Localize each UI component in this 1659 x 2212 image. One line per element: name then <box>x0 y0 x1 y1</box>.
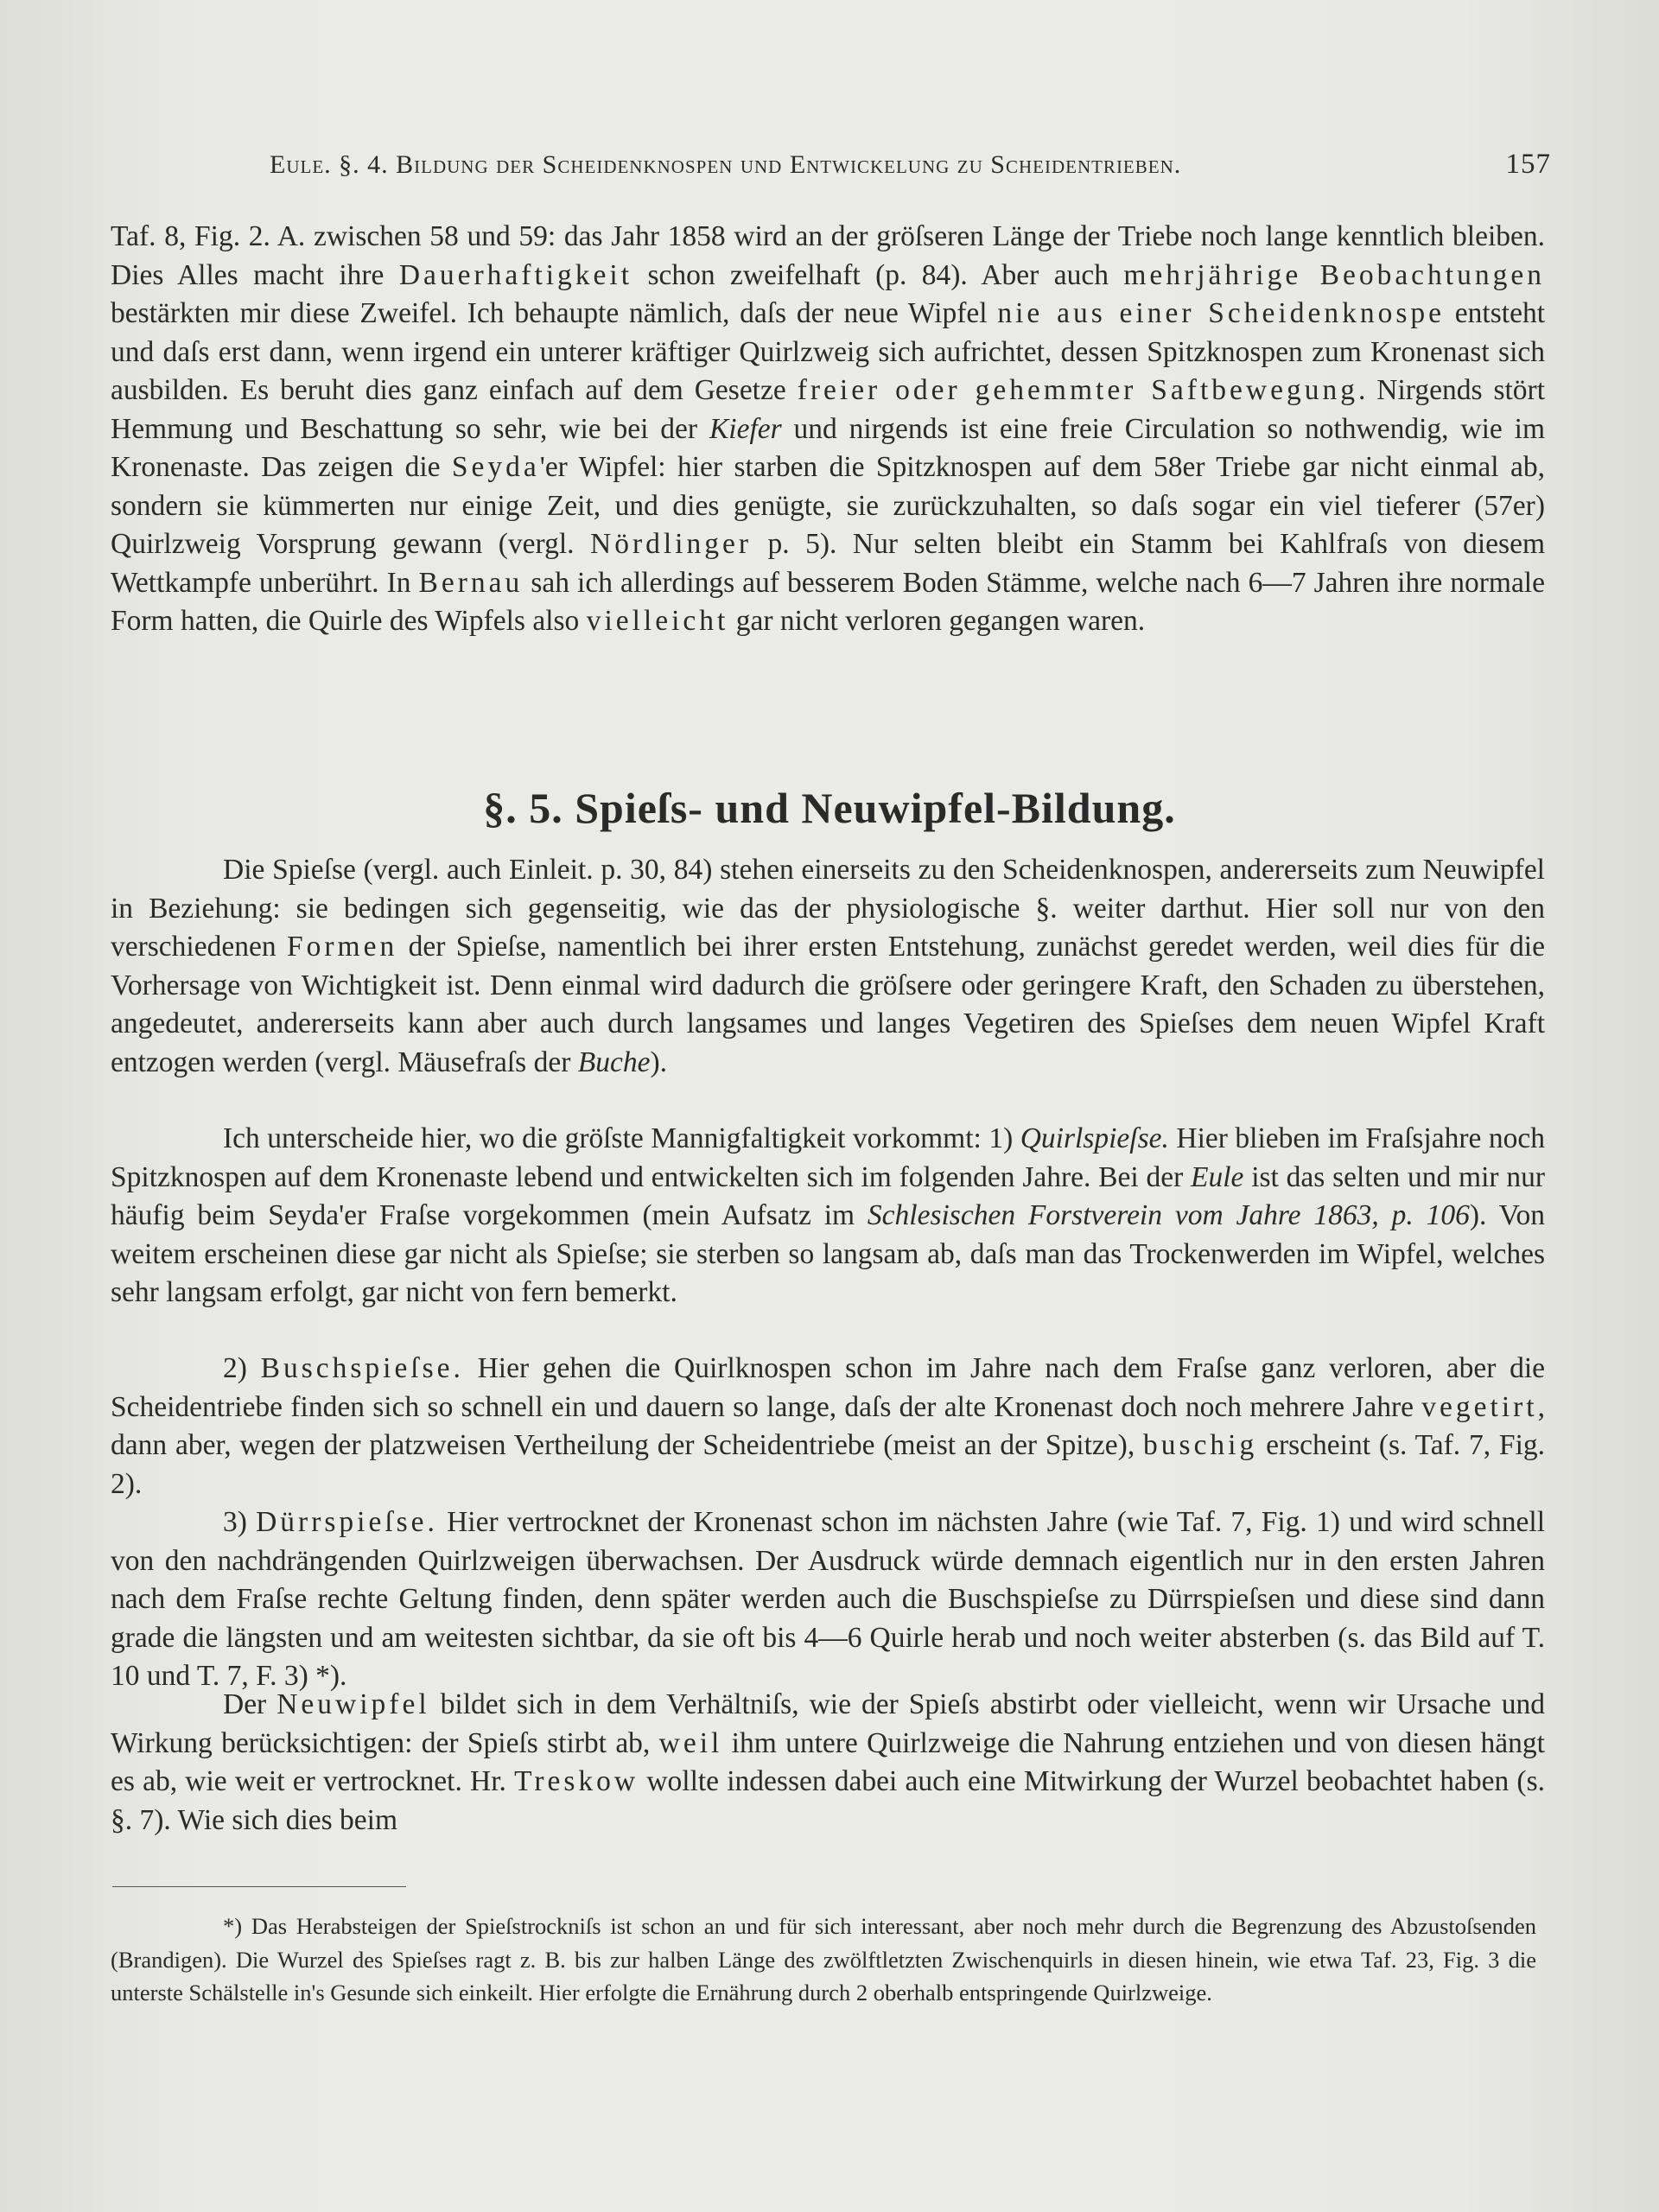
paragraph-duerrspiesse <box>111 1503 1545 1696</box>
spaced-term: Dürrspieſse. <box>256 1506 438 1538</box>
text-run: der Spieſse, namentlich bei ihrer ersten Entstehung, zunächst geredet werden, weil dies für die Vorhersage von Wichtigkeit ist. Denn einmal wird dadurch die gröſsere oder geringere Kraft, den Schaden zu überstehen, angedeutet, andererseits kann aber auch durch langsames und langes Vegetiren des Spieſses dem neuen Wipfel Kraft entzogen werden (vergl. Mäusefraſs der <box>111 931 1545 1078</box>
spaced-term: Nördlinger <box>590 528 753 560</box>
text-run: p. 5). Nur selten bleibt ein Stamm bei Kahlfraſs von diesem Wettkampfe unberührt. In <box>111 528 1545 599</box>
text-run: 'er Wipfel: hier starben die Spitzknospen auf dem 58er Triebe gar nicht einmal ab, sondern sie kümmerten nur einige Zeit, und dies genügte, sie zurückzuhalten, so daſs sogar ein viel tieferer (57er) Quirlzweig Vorsprung gewann (vergl. <box>111 451 1545 560</box>
spaced-term: nie aus einer Scheidenknospe <box>997 297 1445 329</box>
paragraph-neuwipfel <box>111 1686 1545 1840</box>
running-head-title: Eule. §. 4. Bildung der Scheidenknospen und Entwickelung zu Scheidentrieben. <box>270 150 1182 179</box>
text-run: ). <box>650 1046 667 1078</box>
text-run: Hier blieben im Fraſsjahre noch Spitzknospen auf dem Kronenaste lebend und entwickelten sich im folgenden Jahre. Bei der <box>111 1122 1545 1193</box>
text-run: bildet sich in dem Verhältniſs, wie der Spieſs abstirbt oder vielleicht, wenn wir Ursache und Wirkung berücksichtigen: der Spieſs stirbt ab, <box>111 1688 1545 1759</box>
spaced-term: Formen <box>286 931 398 963</box>
running-head <box>112 145 1551 187</box>
text-run: Hier gehen die Quirlknospen schon im Jahre nach dem Fraſse ganz verloren, aber die Scheidentriebe finden sich so schnell ein und dauern so lange, daſs der alte Kronenast doch noch mehrere Jahre <box>111 1352 1545 1423</box>
text-run: ). Von weitem erscheinen diese gar nicht als Spieſse; sie sterben so langsam ab, daſs man das Trockenwerden im Wipfel, welches sehr langsam erfolgt, gar nicht von fern bemerkt. <box>111 1199 1545 1308</box>
spaced-term: weil <box>658 1726 723 1759</box>
text-run: Ich unterscheide hier, wo die gröſste Mannigfaltigkeit vorkommt: 1) <box>223 1122 1020 1154</box>
text-run: 2) <box>223 1352 261 1384</box>
spaced-term: freier oder gehemmter Saftbewegung <box>797 374 1358 406</box>
italic-term: Eule <box>1191 1160 1244 1193</box>
text-run: ist das selten und mir nur häufig beim Seyda'er Fraſse vorgekommen (mein Aufsatz im <box>111 1160 1545 1231</box>
text-run: Die Spieſse (vergl. auch Einleit. p. 30, 84) stehen einerseits zu den Scheidenknospen, andererseits zum Neuwipfel in Beziehung: sie bedingen sich gegenseitig, wie das der physiologische §. weiter darthut. Hier soll nur von den verschiedenen <box>111 854 1545 963</box>
footnote: *) Das Herabsteigen der Spieſstrockniſs ist schon an und für sich interessant, aber noch mehr durch die Begrenzung des Abzustoſsenden (Brandigen). Die Wurzel des Spieſses ragt z. B. bis zur halben Länge des zwölftletzten Zwischenquirls in diesen hinein, wie etwa Taf. 23, Fig. 3 die unterste Schälstelle in's Gesunde sich einkeilt. Hier erfolgte die Ernährung durch 2 oberhalb entspringende Quirlzweige. <box>111 1913 1536 2005</box>
spaced-term: Dauerhaftigkeit <box>398 258 633 291</box>
text-run: schon zweifelhaft (p. 84). Aber auch <box>632 258 1124 291</box>
spaced-term: Neuwipfel <box>276 1688 430 1720</box>
text-run: erscheint (s. Taf. 7, Fig. 2). <box>111 1429 1545 1500</box>
paragraph-buschspiesse <box>111 1350 1545 1503</box>
text-run: Taf. 8, Fig. 2. A. zwischen 58 und 59: das Jahr 1858 wird an der gröſseren Länge der Triebe noch lange kenntlich bleiben. Dies Alles macht ihre <box>111 220 1545 291</box>
text-run: sah ich allerdings auf besserem Boden Stämme, welche nach 6—7 Jahren ihre normale Form hatten, die Quirle des Wipfels also <box>111 566 1545 637</box>
spaced-term: vielleicht <box>586 605 729 637</box>
text-run: 3) <box>223 1506 257 1538</box>
spaced-term: Seyda <box>451 451 540 483</box>
page-number: 157 <box>1505 149 1551 180</box>
text-run: bestärkten mir diese Zweifel. Ich behaupte nämlich, daſs der neue Wipfel <box>111 297 998 329</box>
spaced-term: buschig <box>1143 1429 1258 1461</box>
spaced-term: Bernau <box>418 566 524 599</box>
spaced-term: Buschspieſse. <box>260 1352 464 1384</box>
italic-term: Schlesischen Forstverein vom Jahre 1863, p. 106 <box>867 1199 1470 1231</box>
italic-term: Quirlspieſse. <box>1020 1122 1169 1154</box>
text-run: gar nicht verloren gegangen waren. <box>728 605 1146 637</box>
text-run: entsteht und daſs erst dann, wenn irgend ein unterer kräftiger Quirlzweig sich aufrichtet, dessen Spitzknospen zum Kronenast sich ausbilden. Es beruht dies ganz einfach auf dem Gesetze <box>111 297 1545 406</box>
spaced-term: mehrjährige Beobachtungen <box>1123 258 1545 291</box>
italic-term: Buche <box>577 1046 651 1078</box>
paragraph-continuation <box>111 218 1545 641</box>
footnote-divider <box>112 1886 406 1887</box>
text-run: . Nirgends stört Hemmung und Beschattung so sehr, wie bei der <box>111 374 1546 445</box>
text-run: und nirgends ist eine freie Circulation so nothwendig, wie im Kronenaste. Das zeigen die <box>111 412 1546 483</box>
paragraph-quirlspiesse <box>111 1120 1545 1313</box>
section-heading: §. 5. Spieſs- und Neuwipfel-Bildung. <box>483 784 1176 832</box>
text-run: wollte indessen dabei auch eine Mitwirkung der Wurzel beobachtet haben (s. §. 7). Wie sich dies beim <box>111 1765 1545 1836</box>
text-run: Hier vertrocknet der Kronenast schon im nächsten Jahre (wie Taf. 7, Fig. 1) und wird schnell von den nachdrängenden Quirlzweigen überwachsen. Der Ausdruck würde demnach eigentlich nur in den ersten Jahren nach dem Fraſse rechte Geltung finden, denn später werden auch die Buschspieſse zu Dürrspieſsen und diese sind dann grade die längsten und am weitesten sichtbar, da sie oft bis 4—6 Quirle herab und noch weiter absterben (s. das Bild auf T. 10 und T. 7, F. 3) *). <box>111 1506 1546 1692</box>
text-run: ihm untere Quirlzweige die Nahrung entziehen und von diesen hängt es ab, wie weit er vertrocknet. Hr. <box>111 1726 1545 1797</box>
spaced-term: vegetirt <box>1421 1390 1538 1423</box>
text-run: Der <box>223 1688 277 1720</box>
italic-term: Kiefer <box>709 412 782 445</box>
text-run: , dann aber, wegen der platzweisen Vertheilung der Scheidentriebe (meist an der Spitze), <box>111 1390 1545 1461</box>
spaced-term: Treskow <box>514 1765 639 1797</box>
paragraph-spiesse-intro <box>111 851 1545 1082</box>
